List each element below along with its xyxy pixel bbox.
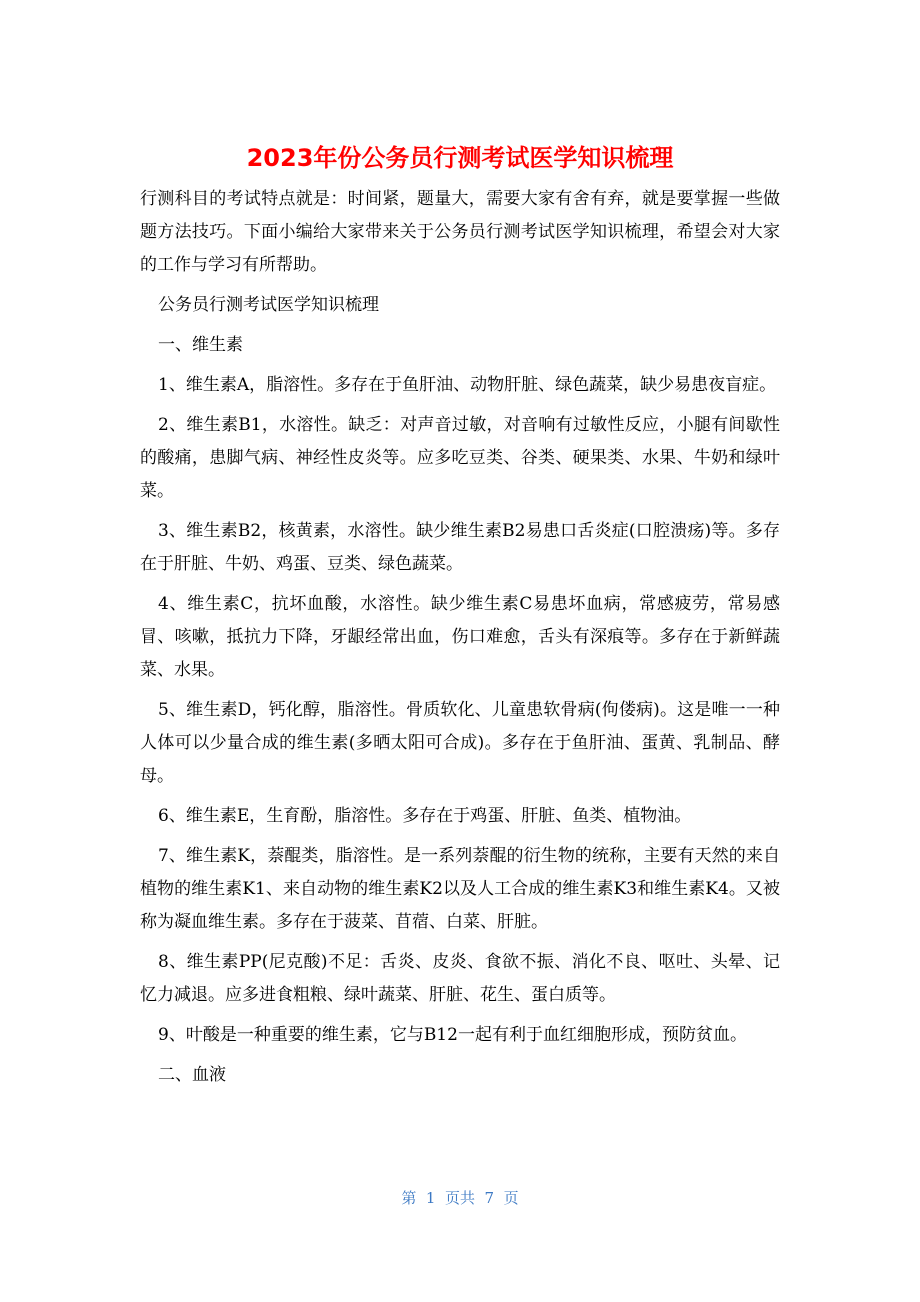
subtitle-paragraph: 公务员行测考试医学知识梳理 [158, 295, 379, 315]
vitamin-item: 9、叶酸是一种重要的维生素，它与B12一起有利于血红细胞形成，预防贫血。 [158, 1025, 747, 1045]
vitamin-item: 5、维生素D，钙化醇，脂溶性。骨质软化、儿童患软骨病(佝偻病)。这是唯一一种人体可以少量合成的维生素(多晒太阳可合成)。多存在于鱼肝油、蛋黄、乳制品、酵母。 [140, 700, 780, 786]
section-heading-blood: 二、血液 [158, 1065, 226, 1085]
section-heading-vitamins: 一、维生素 [158, 335, 243, 355]
vitamin-item: 1、维生素A，脂溶性。多存在于鱼肝油、动物肝脏、绿色蔬菜，缺少易患夜盲症。 [158, 375, 777, 395]
vitamin-item: 6、维生素E，生育酚，脂溶性。多存在于鸡蛋、肝脏、鱼类、植物油。 [158, 806, 692, 826]
document-title: 2023年份公务员行测考试医学知识梳理 [246, 144, 674, 172]
vitamin-item: 3、维生素B2，核黄素，水溶性。缺少维生素B2易患口舌炎症(口腔溃疡)等。多存在于肝脏、牛奶、鸡蛋、豆类、绿色蔬菜。 [140, 521, 780, 574]
intro-paragraph: 行测科目的考试特点就是：时间紧，题量大，需要大家有舍有弃，就是要掌握一些做题方法技巧。下面小编给大家带来关于公务员行测考试医学知识梳理，希望会对大家的工作与学习有所帮助。 [140, 189, 780, 275]
page-number-footer: 第 1 页共 7 页 [401, 1189, 519, 1207]
vitamin-item: 4、维生素C，抗坏血酸，水溶性。缺少维生素C易患坏血病，常感疲劳，常易感冒、咳嗽，抵抗力下降，牙龈经常出血，伤口难愈，舌头有深痕等。多存在于新鲜蔬菜、水果。 [140, 594, 780, 680]
vitamin-item: 8、维生素PP(尼克酸)不足：舌炎、皮炎、食欲不振、消化不良、呕吐、头晕、记忆力减退。应多进食粗粮、绿叶蔬菜、肝脏、花生、蛋白质等。 [140, 952, 780, 1005]
vitamin-item: 2、维生素B1，水溶性。缺乏：对声音过敏，对音响有过敏性反应，小腿有间歇性的酸痛，患脚气病、神经性皮炎等。应多吃豆类、谷类、硬果类、水果、牛奶和绿叶菜。 [140, 415, 780, 501]
vitamin-item: 7、维生素K，萘醌类，脂溶性。是一系列萘醌的衍生物的统称，主要有天然的来自植物的维生素K1、来自动物的维生素K2以及人工合成的维生素K3和维生素K4。又被称为凝血维生素。多存在于菠菜、苜蓿、白菜、肝脏。 [140, 846, 780, 932]
document-body [140, 183, 780, 1099]
